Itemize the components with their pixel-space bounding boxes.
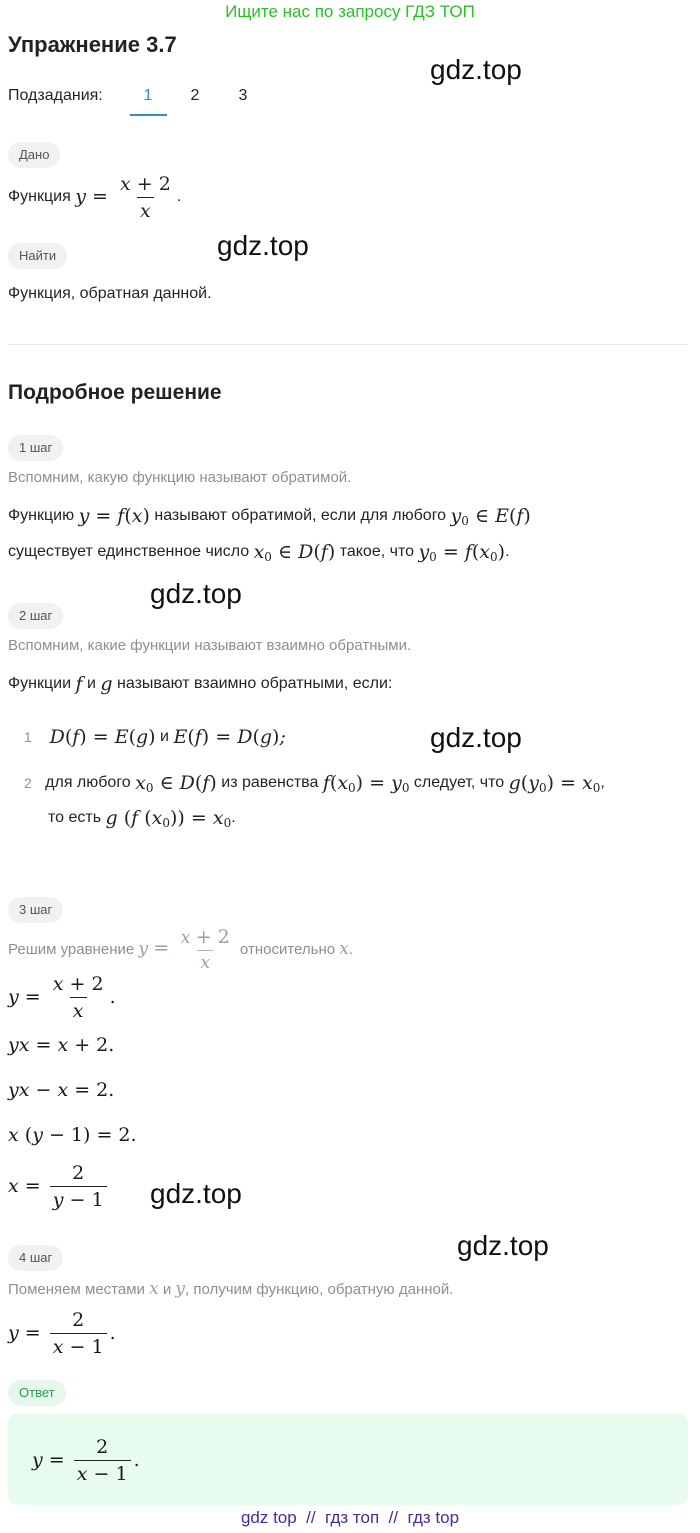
step-1-line-2: существует единственное число $x_0$ ∈ D(f) такое, что $y_0 = f(x_0)$ . bbox=[8, 540, 510, 564]
step-1-chip: 1 шаг bbox=[8, 435, 63, 461]
search-banner: Ищите нас по запросу ГДЗ ТОП bbox=[225, 2, 475, 21]
step-3-eq-5: x = $\frac{2}{y - 1}$ bbox=[8, 1158, 110, 1214]
step-1-hint: Вспомним, какую функцию называют обратимой. bbox=[8, 469, 352, 486]
step-2-hint: Вспомним, какие функции называют взаимно обратными. bbox=[8, 637, 412, 654]
given-chip: Дано bbox=[8, 142, 60, 168]
step-4-hint: Поменяем местами x и y , получим функцию, обратную данной. bbox=[8, 1279, 454, 1299]
step-2-chip: 2 шаг bbox=[8, 603, 63, 629]
step-3-eq-2: yx = x + 2. bbox=[8, 1034, 115, 1056]
given-formula: y = $\frac{x + 2}{x}$ bbox=[75, 172, 171, 222]
watermark: gdz.top bbox=[430, 54, 522, 85]
tab-subtask-1[interactable]: 1 bbox=[143, 87, 153, 104]
step-3-chip: 3 шаг bbox=[8, 897, 63, 923]
tab-subtask-2[interactable]: 2 bbox=[190, 87, 200, 104]
page-title: Упражнение 3.7 bbox=[8, 32, 177, 57]
given-statement: Функция y = $\frac{x + 2}{x}$ . bbox=[8, 172, 182, 222]
step-3-hint: Решим уравнение y = $\frac{x + 2}{x}$ относительно x . bbox=[8, 925, 354, 973]
step-4-chip: 4 шаг bbox=[8, 1245, 63, 1271]
step-4-eq: y = $\frac{2}{x - 1}$ . bbox=[8, 1308, 116, 1358]
answer-chip: Ответ bbox=[8, 1380, 66, 1406]
watermark: gdz.top bbox=[217, 230, 309, 261]
step-3-eq-1: y = $\frac{x + 2}{x}$ . bbox=[8, 972, 116, 1022]
step-2-item-2-cont: то есть g (f $(x_0)) = x_0$ . bbox=[48, 806, 236, 830]
step-2-line-1: Функции f и g называют взаимно обратными, если: bbox=[8, 673, 393, 695]
given-text: Функция bbox=[8, 188, 71, 205]
step-2-item-2: 2 для любого $x_0$ ∈ D(f) из равенства $f(x_0) = y_0$ следует, что $g(y_0) = x_0$ , bbox=[24, 771, 605, 795]
watermark: gdz.top bbox=[150, 1178, 242, 1209]
solution-title: Подробное решение bbox=[8, 381, 222, 404]
step-1-line-1: Функцию y = f(x) называют обратимой, если для любого $y_0$ ∈ E(f) bbox=[8, 504, 531, 528]
active-tab-indicator bbox=[130, 114, 167, 116]
find-chip: Найти bbox=[8, 243, 67, 269]
subtasks-label: Подзадания: bbox=[8, 87, 103, 104]
step-3-eq-3: yx − x = 2. bbox=[8, 1079, 115, 1101]
watermark: gdz.top bbox=[150, 578, 242, 609]
tab-subtask-3[interactable]: 3 bbox=[238, 87, 248, 104]
section-divider bbox=[8, 344, 688, 345]
step-3-eq-4: x (y − 1) = 2. bbox=[8, 1124, 137, 1146]
step-2-item-1: 1 D(f) = E(g) и E(f) = D(g); bbox=[24, 726, 286, 748]
find-text: Функция, обратная данной. bbox=[8, 285, 212, 302]
footer-links[interactable]: gdz top // гдз топ // гдз top bbox=[240, 1508, 460, 1527]
watermark: gdz.top bbox=[457, 1230, 549, 1261]
watermark: gdz.top bbox=[430, 722, 522, 753]
answer-formula: y = $\frac{2}{x - 1}$ . bbox=[32, 1435, 140, 1485]
